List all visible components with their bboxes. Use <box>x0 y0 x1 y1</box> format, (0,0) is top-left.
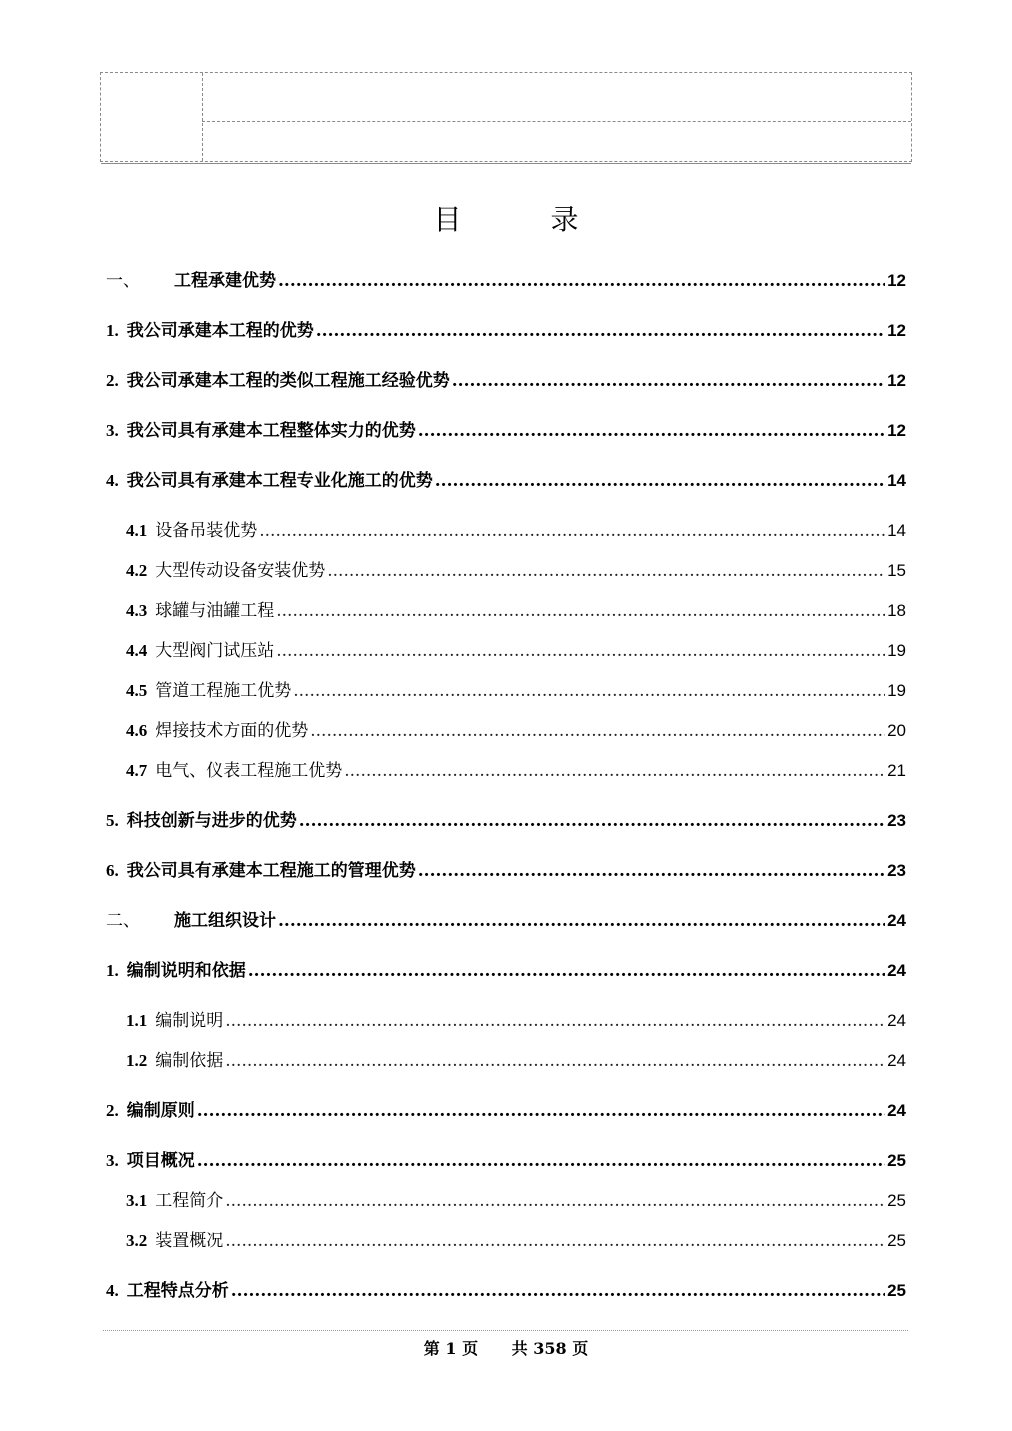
toc-entry-number: 3.2 <box>126 1231 148 1250</box>
toc-dot-leader <box>276 641 885 661</box>
toc-entry-label: 我公司承建本工程的类似工程施工经验优势 <box>126 371 450 391</box>
toc-entry[interactable] <box>126 1186 906 1211</box>
toc-entry-page: 18 <box>887 601 906 620</box>
toc-entry[interactable] <box>106 906 906 931</box>
toc-entry[interactable] <box>106 366 906 391</box>
toc-entry[interactable] <box>106 266 906 291</box>
header-table-row-divider <box>202 121 911 122</box>
toc-entry-page: 14 <box>887 521 906 540</box>
toc-entry[interactable] <box>106 466 906 491</box>
toc-entry-page: 25 <box>887 1231 906 1250</box>
toc-entry-label: 焊接技术方面的优势 <box>155 721 309 741</box>
toc-entry-number: 一、 <box>106 271 140 291</box>
toc-entry-number: 2. <box>106 371 119 390</box>
toc-entry-page: 12 <box>887 371 906 390</box>
toc-entry-number: 3. <box>106 1151 119 1170</box>
toc-entry-number: 1. <box>106 961 119 980</box>
toc-entry-page: 25 <box>887 1191 906 1210</box>
toc-entry[interactable] <box>106 416 906 441</box>
toc-entry-page: 15 <box>887 561 906 580</box>
toc-dot-leader <box>276 601 885 621</box>
toc-entry[interactable] <box>126 1226 906 1251</box>
toc-entry-page: 19 <box>887 641 906 660</box>
toc-entry-page: 12 <box>887 271 906 290</box>
toc-entry[interactable] <box>126 516 906 541</box>
toc-entry-number: 4. <box>106 471 119 490</box>
toc-dot-leader <box>293 681 885 701</box>
toc-dot-leader <box>418 861 885 881</box>
toc-entry[interactable] <box>106 316 906 341</box>
toc-dot-leader <box>259 521 885 541</box>
toc-entry-label: 编制说明和依据 <box>126 961 246 981</box>
toc-entry-page: 24 <box>887 911 906 930</box>
toc-entry-number: 5. <box>106 811 119 830</box>
toc-entry-label: 电气、仪表工程施工优势 <box>155 761 343 781</box>
toc-dot-leader <box>225 1191 885 1211</box>
toc-entry[interactable] <box>126 716 906 741</box>
toc-entry-label: 编制依据 <box>155 1051 224 1071</box>
toc-entry-label: 工程承建优势 <box>174 271 276 291</box>
toc-entry-label: 我公司具有承建本工程整体实力的优势 <box>126 421 416 441</box>
toc-title: 目 录 <box>433 203 619 236</box>
toc-entry[interactable] <box>126 1006 906 1031</box>
toc-entry-page: 20 <box>887 721 906 740</box>
toc-entry-page: 12 <box>887 321 906 340</box>
toc-entry-number: 4.1 <box>126 521 148 540</box>
toc-entry[interactable] <box>106 956 906 981</box>
toc-dot-leader <box>452 371 885 391</box>
toc-entry-page: 25 <box>887 1151 906 1170</box>
toc-entry-label: 科技创新与进步的优势 <box>126 811 297 831</box>
toc-dot-leader <box>327 561 885 581</box>
toc-entry-number: 3.1 <box>126 1191 148 1210</box>
toc-entry[interactable] <box>126 756 906 781</box>
toc-entry-label: 编制原则 <box>126 1101 195 1121</box>
toc-entry[interactable] <box>126 636 906 661</box>
toc-entry-label: 我公司承建本工程的优势 <box>126 321 314 341</box>
toc-entry-label: 编制说明 <box>155 1011 224 1031</box>
toc-entry-page: 12 <box>887 421 906 440</box>
toc-entry-label: 大型传动设备安装优势 <box>155 561 326 581</box>
toc-entry-page: 23 <box>887 811 906 830</box>
footer-rule <box>103 1330 908 1331</box>
header-table <box>100 72 912 162</box>
page-number: 第 1 页 <box>423 1339 479 1358</box>
toc-dot-leader <box>435 471 885 491</box>
toc-dot-leader <box>316 321 885 341</box>
toc-entry-page: 24 <box>887 1011 906 1030</box>
toc-entry-number: 3. <box>106 421 119 440</box>
toc-dot-leader <box>248 961 885 981</box>
toc-entry-number: 4.3 <box>126 601 148 620</box>
toc-entry-label: 球罐与油罐工程 <box>155 601 275 621</box>
toc-entry-label: 管道工程施工优势 <box>155 681 292 701</box>
toc-entry-number: 4.4 <box>126 641 148 660</box>
toc-entry-label: 我公司具有承建本工程施工的管理优势 <box>126 861 416 881</box>
toc-entry-page: 24 <box>887 1101 906 1120</box>
toc-dot-leader <box>299 811 885 831</box>
toc-entry[interactable] <box>106 806 906 831</box>
toc-entry-label: 工程特点分析 <box>126 1281 229 1301</box>
header-table-divider <box>202 73 203 161</box>
toc-dot-leader <box>310 721 885 741</box>
toc-dot-leader <box>225 1051 885 1071</box>
toc-entry-label: 工程简介 <box>155 1191 224 1211</box>
toc-entry[interactable] <box>126 1046 906 1071</box>
toc-entry[interactable] <box>106 1146 906 1171</box>
toc-entry-number: 4. <box>106 1281 119 1300</box>
toc-entry-label: 装置概况 <box>155 1231 224 1251</box>
page-footer <box>0 1336 1012 1359</box>
toc-entry-number: 1.2 <box>126 1051 148 1070</box>
toc-entry-page: 23 <box>887 861 906 880</box>
toc-entry[interactable] <box>106 856 906 881</box>
toc-dot-leader <box>197 1101 885 1121</box>
toc-entry-page: 24 <box>887 1051 906 1070</box>
toc-entry-number: 4.5 <box>126 681 148 700</box>
toc-entry-number: 4.6 <box>126 721 148 740</box>
toc-entry-label: 我公司具有承建本工程专业化施工的优势 <box>126 471 433 491</box>
toc-entry[interactable] <box>106 1096 906 1121</box>
toc-entry-label: 施工组织设计 <box>174 911 276 931</box>
toc-dot-leader <box>418 421 885 441</box>
toc-entry-number: 6. <box>106 861 119 880</box>
toc-entry-label: 设备吊装优势 <box>155 521 258 541</box>
toc-entry-number: 2. <box>106 1101 119 1120</box>
toc-dot-leader <box>225 1011 885 1031</box>
toc-entry[interactable] <box>106 1276 906 1301</box>
toc-dot-leader <box>278 911 885 931</box>
toc-entry-number: 4.7 <box>126 761 148 780</box>
toc-dot-leader <box>278 271 885 291</box>
toc-entry[interactable] <box>126 676 906 701</box>
header-rule <box>101 163 911 164</box>
toc-dot-leader <box>197 1151 885 1171</box>
toc-entry[interactable] <box>126 596 906 621</box>
toc-dot-leader <box>225 1231 885 1251</box>
toc-entry-page: 21 <box>887 761 906 780</box>
toc-entry-page: 24 <box>887 961 906 980</box>
toc-dot-leader <box>344 761 885 781</box>
toc-entry-page: 25 <box>887 1281 906 1300</box>
toc-entry-number: 4.2 <box>126 561 148 580</box>
toc-entry-number: 1.1 <box>126 1011 148 1030</box>
toc-entry-page: 19 <box>887 681 906 700</box>
toc-dot-leader <box>231 1281 885 1301</box>
toc-entry-label: 大型阀门试压站 <box>155 641 275 661</box>
toc-entry-page: 14 <box>887 471 906 490</box>
toc-entry-number: 二、 <box>106 911 140 931</box>
toc-entry[interactable] <box>126 556 906 581</box>
page-total: 共 358 页 <box>511 1339 589 1358</box>
toc-entry-number: 1. <box>106 321 119 340</box>
toc-entry-label: 项目概况 <box>126 1151 195 1171</box>
